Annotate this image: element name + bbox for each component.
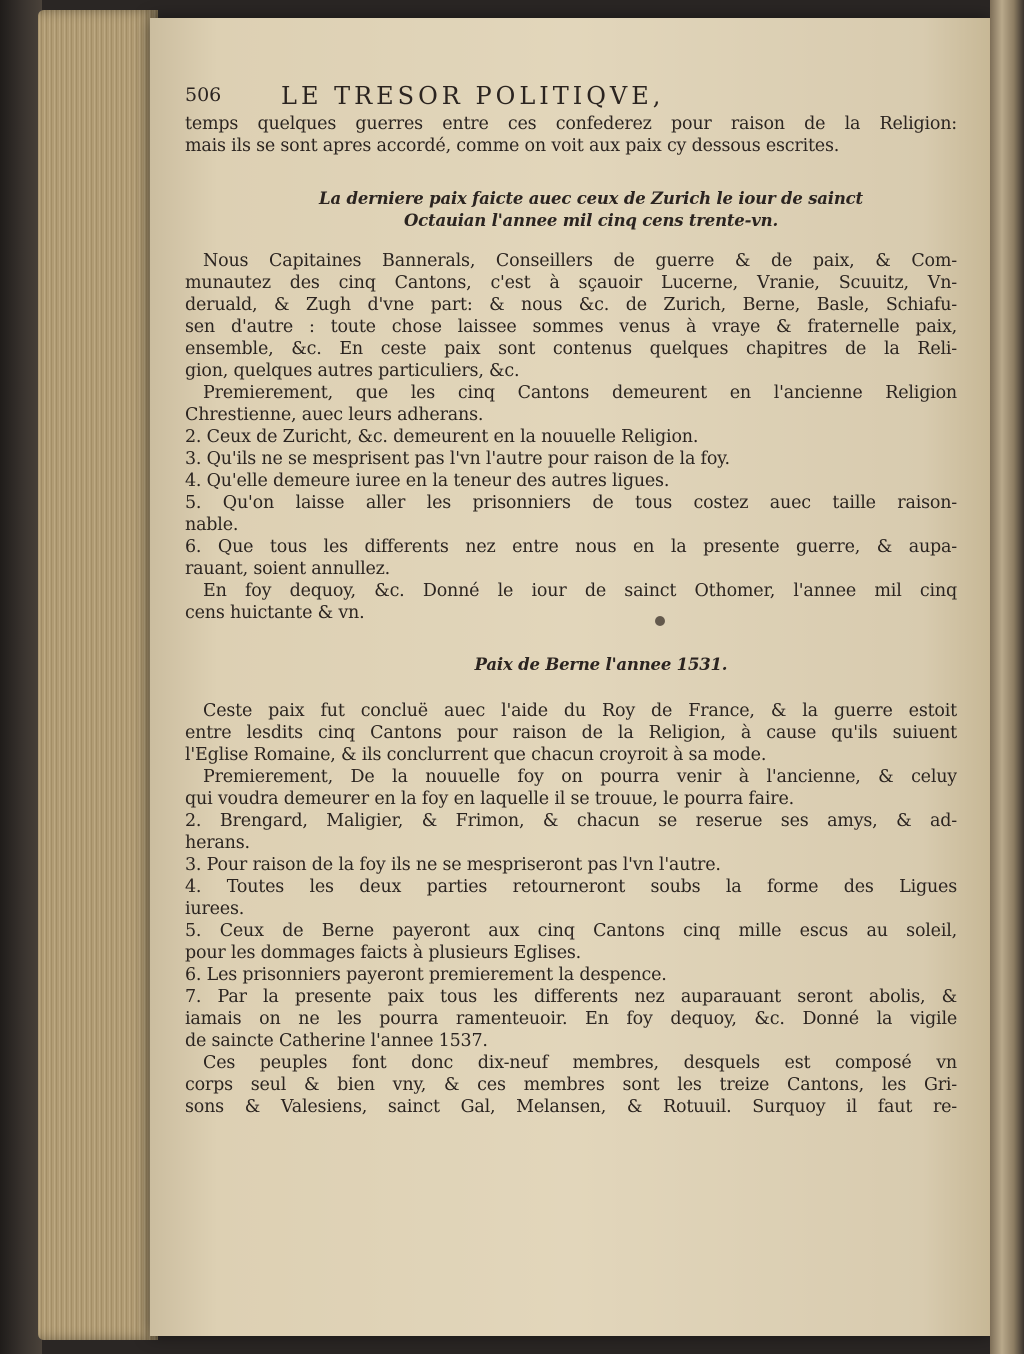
text-line: ensemble, &c. En ceste paix sont contenus quelques chapitres de la Reli- xyxy=(185,339,957,359)
text-line: Ceste paix fut concluë auec l'aide du Roy de France, & la guerre estoit xyxy=(203,701,957,721)
section-heading: La derniere paix faicte auec ceux de Zurich le iour de sainct xyxy=(319,189,863,208)
text-line: deruald, & Zugh d'vne part: & nous &c. de Zurich, Berne, Basle, Schiafu- xyxy=(185,295,957,315)
text-line: rauant, soient annullez. xyxy=(185,559,391,579)
text-line: gion, quelques autres particuliers, &c. xyxy=(185,361,520,381)
ink-spot xyxy=(655,616,665,626)
text-line: munautez des cinq Cantons, c'est à sçauoir Lucerne, Vranie, Scuuitz, Vn- xyxy=(185,273,957,293)
page-edges xyxy=(38,10,158,1340)
list-item: 5. Qu'on laisse aller les prisonniers de tous costez auec taille raison- xyxy=(185,493,957,513)
list-item: 3. Pour raison de la foy ils ne se mespriseront pas l'vn l'autre. xyxy=(185,855,721,875)
text-line: sen d'autre : toute chose laissee sommes venus à vraye & fraternelle paix, xyxy=(185,317,957,337)
text-line: Premierement, De la nouuelle foy on pourra venir à l'ancienne, & celuy xyxy=(203,767,957,787)
text-line: pour les dommages faicts à plusieurs Eglises. xyxy=(185,943,582,963)
text-line: nable. xyxy=(185,515,239,535)
text-line: mais ils se sont apres accordé, comme on voit aux paix cy dessous escrites. xyxy=(185,136,840,156)
text-line: herans. xyxy=(185,833,250,853)
text-line: de saincte Catherine l'annee 1537. xyxy=(185,1031,488,1051)
text-line: En foy dequoy, &c. Donné le iour de sainct Othomer, l'annee mil cinq xyxy=(203,581,957,601)
text-line: cens huictante & vn. xyxy=(185,603,365,623)
text-line: qui voudra demeurer en la foy en laquelle il se trouue, le pourra faire. xyxy=(185,789,794,809)
page-header xyxy=(185,82,957,112)
list-item: 3. Qu'ils ne se mesprisent pas l'vn l'autre pour raison de la foy. xyxy=(185,449,730,469)
list-item: 6. Les prisonniers payeront premierement la despence. xyxy=(185,965,667,985)
book-binding-right xyxy=(990,0,1024,1354)
list-item: 4. Qu'elle demeure iuree en la teneur des autres ligues. xyxy=(185,471,670,491)
list-item: 7. Par la presente paix tous les differents nez auparauant seront abolis, & xyxy=(185,987,957,1007)
text-line: temps quelques guerres entre ces confederez pour raison de la Religion: xyxy=(185,114,957,134)
list-item: 4. Toutes les deux parties retourneront soubs la forme des Ligues xyxy=(185,877,957,897)
text-line: iamais on ne les pourra ramenteuoir. En foy dequoy, &c. Donné la vigile xyxy=(185,1009,957,1029)
text-line: entre lesdits cinq Cantons pour raison de la Religion, à cause qu'ils suiuent xyxy=(185,723,957,743)
text-line: sons & Valesiens, sainct Gal, Melansen, & Rotuuil. Surquoy il faut re- xyxy=(185,1097,957,1117)
book-binding-left xyxy=(0,0,42,1354)
running-title: LE TRESOR POLITIQVE, xyxy=(281,82,665,110)
section-heading: Paix de Berne l'annee 1531. xyxy=(474,655,728,674)
list-item: 5. Ceux de Berne payeront aux cinq Cantons cinq mille escus au soleil, xyxy=(185,921,957,941)
text-line: Nous Capitaines Bannerals, Conseillers de guerre & de paix, & Com- xyxy=(203,251,957,271)
list-item: 2. Brengard, Maligier, & Frimon, & chacun se reserue ses amys, & ad- xyxy=(185,811,957,831)
text-line: Chrestienne, auec leurs adherans. xyxy=(185,405,484,425)
text-line: l'Eglise Romaine, & ils conclurrent que chacun croyroit à sa mode. xyxy=(185,745,767,765)
text-line: Premierement, que les cinq Cantons demeurent en l'ancienne Religion xyxy=(203,383,957,403)
list-item: 6. Que tous les differents nez entre nous en la presente guerre, & aupa- xyxy=(185,537,957,557)
text-line: corps seul & bien vny, & ces membres sont les treize Cantons, les Gri- xyxy=(185,1075,957,1095)
text-line: iurees. xyxy=(185,899,245,919)
section-heading: Octauian l'annee mil cinq cens trente-vn. xyxy=(404,211,778,230)
list-item: 2. Ceux de Zuricht, &c. demeurent en la nouuelle Religion. xyxy=(185,427,699,447)
page-number: 506 xyxy=(185,84,222,106)
text-line: Ces peuples font donc dix-neuf membres, desquels est composé vn xyxy=(203,1053,957,1073)
